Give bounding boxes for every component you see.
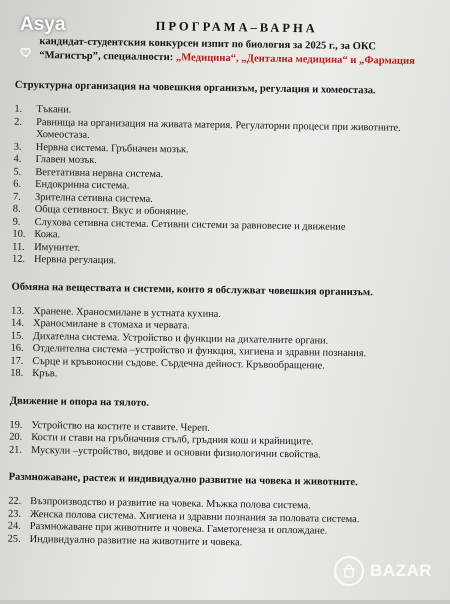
item-text: Обща сетивност. Вкус и обоняние. [34,204,189,218]
item-number: 16. [10,342,24,354]
item-number: 13. [11,305,25,317]
item-text: Нервна система. Гръбначен мозък. [35,141,189,155]
item-number: 12. [11,253,26,265]
item-number: 25. [7,533,21,545]
section-title: Движение и опора на тялото. [9,395,150,409]
item-text: Отделителна система –устройство и функция, хигиена и здравни познания. [32,343,367,360]
heart-icon[interactable] [20,46,32,58]
item-number: 1. [14,103,23,115]
item-number: 6. [13,178,22,190]
topic-list [9,419,438,463]
item-number: 20. [9,431,23,443]
item-text: Зрителна сетивна система. [34,191,153,205]
bag-icon [340,562,358,580]
watermark-text: BAZAR [370,561,432,580]
watermark-logo [334,556,364,586]
item-text: Кости и стави на гръбначния стълб, гръдния кош и крайниците. [31,431,314,448]
user-name[interactable]: Asya [20,14,66,35]
subtitle-prefix: “Магистър”, специалности: [39,50,177,64]
item-number: 3. [13,141,22,153]
item-text: Тъкани. [36,104,72,116]
item-number: 21. [8,444,23,456]
item-text: Мускули –устройство, видове и основни физиологични свойства. [30,444,321,461]
item-number: 14. [10,317,25,329]
item-number: 9. [12,216,21,228]
item-text: Възпроизводство и развитие на човека. Мъжка полова система. [30,495,311,512]
item-text: Сърце и кръвоносни съдове. Сърдечна дейност. Кръвообращение. [32,355,325,372]
section-title: Размножаване, растеж и индивидуално развитие на човека и животните. [8,471,358,489]
document-title: ПРОГРАМА–ВАРНА [155,18,318,36]
program-content [8,79,443,553]
item-number: 23. [7,508,22,520]
item-text: Слухова сетивна система. Сетивни системи за равновесие и движение [34,216,346,233]
item-number: 2. [14,116,23,128]
item-number: 7. [12,191,21,203]
item-number: 19. [9,419,23,431]
item-text: Кръв. [32,368,58,380]
topic-list [10,305,439,387]
section-title: Обмяна на веществата и системи, които я обслужват човешкия организъм. [11,281,373,298]
item-text: Ендокринна система. [35,179,130,192]
item-number: 18. [10,367,24,379]
item-number: 5. [13,166,22,178]
item-text: Дихателна система. Устройство и функции на дихателните органи. [32,330,329,347]
document-subtitle-line1: кандидат-студентския конкурсен изпит по биология за 2025 г., за ОКС [39,36,377,53]
section-title: Структурна организация на човешкия организъм, регулация и хомеостаза. [14,79,376,97]
item-text: Вегетативна нервна система. [35,166,164,180]
item-text: Индивидуално развитие на животните и човека. [29,533,243,548]
watermark [334,556,432,586]
item-number: 24. [7,520,21,532]
topic-list [8,496,437,553]
item-text: Устройство на костите и ставите. Череп. [31,419,211,434]
topic-list [12,104,442,273]
item-text: Нервна регулация. [33,254,117,267]
item-number: 22. [8,495,22,507]
item-text: Кожа. [34,229,61,241]
item-number: 17. [10,355,24,367]
item-text: Размножаване при животните и човека. Гаметогенеза и оплождане. [29,520,328,537]
specialties-highlight: „Медицина“, „Дентална медицина“ и „Фармация [175,52,415,67]
document-page [0,5,446,604]
item-text: Имунитет. [34,241,81,254]
item-text: Храносмилане в стомаха и червата. [32,318,190,332]
item-text: Женска полова система. Хигиена и здравни познания за половата система. [29,508,360,525]
item-text: Главен мозък. [35,154,98,166]
item-number: 15. [10,330,24,342]
item-number: 11. [12,241,25,253]
item-text: Хранене. Храносмилане в устната кухина. [33,305,222,320]
item-number: 10. [12,228,26,240]
item-number: 4. [13,153,22,165]
item-number: 8. [12,203,21,215]
item-text: Равнища на организация на живата материя. Регулаторни процеси при животните. Хомеостаза. [35,116,401,141]
